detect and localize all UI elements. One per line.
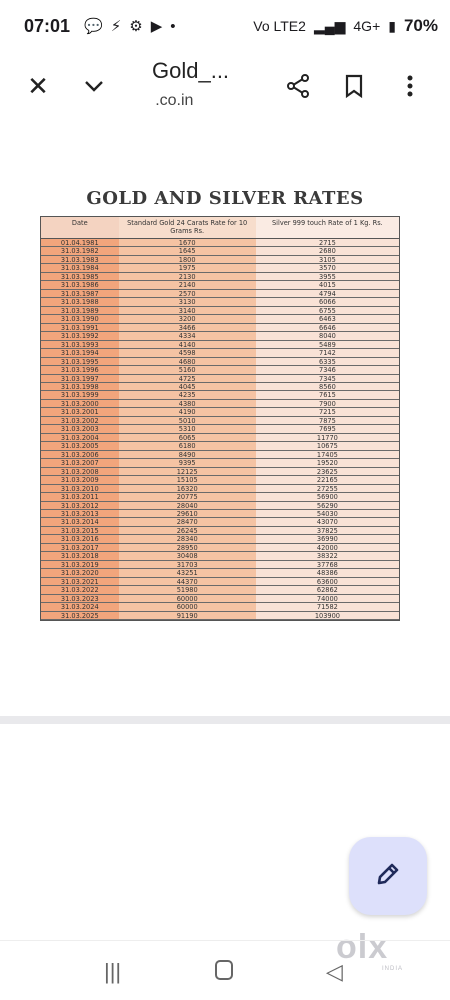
settings-icon: ⚙ [129,18,143,35]
silver-rate-cell: 7615 [256,391,399,398]
silver-rate-cell: 19520 [256,459,399,466]
date-cell: 31.03.1983 [41,256,119,263]
gold-rate-cell: 1975 [119,264,256,271]
recent-apps-icon[interactable]: ||| [104,959,122,984]
table-row [41,569,399,577]
table-row [41,332,399,340]
date-cell: 31.03.1998 [41,383,119,390]
table-row [41,298,399,306]
table-row [41,476,399,484]
date-cell: 31.03.2001 [41,408,119,415]
table-row [41,510,399,518]
silver-rate-cell: 27255 [256,485,399,492]
table-body [41,239,399,620]
page-url: .co.in [152,92,194,109]
signal-icon: ▂▄▆ [313,17,346,34]
gold-rate-cell: 4680 [119,358,256,365]
watermark-sub: INDIA [382,966,404,972]
gold-rate-cell: 28040 [119,502,256,509]
silver-rate-cell: 2680 [256,247,399,254]
table-header [41,217,399,239]
system-icons [253,16,438,36]
date-cell: 31.03.2011 [41,493,119,500]
silver-rate-cell: 6335 [256,358,399,365]
header-date: Date [41,217,119,238]
gold-rate-cell: 4235 [119,391,256,398]
table-row [41,307,399,315]
gold-rate-cell: 4334 [119,332,256,339]
date-cell: 31.03.1992 [41,332,119,339]
silver-rate-cell: 6066 [256,298,399,305]
date-cell: 31.03.1995 [41,358,119,365]
gold-rate-cell: 8490 [119,451,256,458]
silver-rate-cell: 6646 [256,324,399,331]
date-cell: 31.03.1999 [41,391,119,398]
table-row [41,493,399,501]
silver-rate-cell: 6755 [256,307,399,314]
gold-rate-cell: 2570 [119,290,256,297]
silver-rate-cell: 4794 [256,290,399,297]
table-row [41,281,399,289]
silver-rate-cell: 7875 [256,417,399,424]
bolt-icon: ⚡ [110,18,122,35]
gold-rate-cell: 28470 [119,518,256,525]
close-icon[interactable]: ✕ [27,70,49,101]
app-bar [0,52,450,120]
table-row [41,552,399,560]
date-cell: 31.03.2003 [41,425,119,432]
date-cell: 31.03.2006 [41,451,119,458]
table-row [41,247,399,255]
silver-rate-cell: 36990 [256,535,399,542]
silver-rate-cell: 23625 [256,468,399,475]
gold-rate-cell: 43251 [119,569,256,576]
gold-rate-cell: 20775 [119,493,256,500]
gold-rate-cell: 5010 [119,417,256,424]
table-row [41,400,399,408]
edit-icon [374,860,402,893]
table-row [41,408,399,416]
edit-button[interactable] [349,837,427,915]
silver-rate-cell: 3105 [256,256,399,263]
gold-rate-cell: 4045 [119,383,256,390]
table-row [41,561,399,569]
header-gold: Standard Gold 24 Carats Rate for 10 Grams Rs. [119,217,256,238]
table-row [41,603,399,611]
silver-rate-cell: 7142 [256,349,399,356]
date-cell: 31.03.2013 [41,510,119,517]
gold-rate-cell: 1645 [119,247,256,254]
gold-rate-cell: 51980 [119,586,256,593]
silver-rate-cell: 8560 [256,383,399,390]
date-cell: 31.03.2010 [41,485,119,492]
rates-table [40,216,400,621]
date-cell: 31.03.1986 [41,281,119,288]
page-title: Gold_... [152,58,230,83]
gold-rate-cell: 31703 [119,561,256,568]
silver-rate-cell: 5489 [256,341,399,348]
gold-rate-cell: 15105 [119,476,256,483]
gold-rate-cell: 44370 [119,578,256,585]
date-cell: 31.03.2025 [41,612,119,619]
date-cell: 31.03.1996 [41,366,119,373]
date-cell: 31.03.1987 [41,290,119,297]
table-row [41,349,399,357]
date-cell: 31.03.1994 [41,349,119,356]
bookmark-icon[interactable] [334,66,374,106]
date-cell: 31.03.1990 [41,315,119,322]
battery-level: 70% [403,16,438,35]
gold-rate-cell: 60000 [119,595,256,602]
table-row [41,366,399,374]
table-row [41,459,399,467]
gold-rate-cell: 4725 [119,375,256,382]
table-row [41,434,399,442]
gold-rate-cell: 3140 [119,307,256,314]
table-row [41,451,399,459]
dot-icon: • [170,17,176,35]
gold-rate-cell: 12125 [119,468,256,475]
silver-rate-cell: 74000 [256,595,399,602]
gold-rate-cell: 2130 [119,273,256,280]
table-row [41,256,399,264]
share-icon[interactable] [278,66,318,106]
date-cell: 31.03.2020 [41,569,119,576]
date-cell: 31.03.2004 [41,434,119,441]
date-cell: 31.03.2024 [41,603,119,610]
table-row [41,527,399,535]
table-row [41,612,399,620]
gold-rate-cell: 3466 [119,324,256,331]
gold-rate-cell: 29610 [119,510,256,517]
table-row [41,595,399,603]
table-row [41,578,399,586]
table-row [41,375,399,383]
table-row [41,485,399,493]
silver-rate-cell: 63600 [256,578,399,585]
silver-rate-cell: 48386 [256,569,399,576]
gold-rate-cell: 5310 [119,425,256,432]
silver-rate-cell: 7695 [256,425,399,432]
silver-rate-cell: 54030 [256,510,399,517]
date-cell: 01.04.1981 [41,239,119,246]
silver-rate-cell: 56900 [256,493,399,500]
gold-rate-cell: 28340 [119,535,256,542]
gold-rate-cell: 60000 [119,603,256,610]
silver-rate-cell: 7215 [256,408,399,415]
chevron-down-icon[interactable] [74,66,114,106]
silver-rate-cell: 8040 [256,332,399,339]
date-cell: 31.03.2005 [41,442,119,449]
table-row [41,502,399,510]
gold-rate-cell: 1800 [119,256,256,263]
table-row [41,383,399,391]
table-row [41,535,399,543]
table-row [41,273,399,281]
watermark-logo: olx [336,928,389,966]
date-cell: 31.03.2018 [41,552,119,559]
table-row [41,544,399,552]
gold-rate-cell: 5160 [119,366,256,373]
date-cell: 31.03.2014 [41,518,119,525]
status-time: 07:01 [24,15,71,36]
table-row [41,315,399,323]
table-row [41,358,399,366]
date-cell: 31.03.1984 [41,264,119,271]
document-viewer[interactable] [0,124,450,724]
silver-rate-cell: 62862 [256,586,399,593]
silver-rate-cell: 6463 [256,315,399,322]
silver-rate-cell: 7900 [256,400,399,407]
date-cell: 31.03.2000 [41,400,119,407]
silver-rate-cell: 38322 [256,552,399,559]
document-title: GOLD AND SILVER RATES [86,188,364,209]
date-cell: 31.03.2019 [41,561,119,568]
battery-icon: ▮ [388,17,396,34]
header-silver: Silver 999 touch Rate of 1 Kg. Rs. [256,217,399,238]
date-cell: 31.03.2007 [41,459,119,466]
table-row [41,391,399,399]
back-icon[interactable]: ◁ [326,959,343,984]
network-label: Vo LTE2 [253,18,306,34]
chat-icon: 💬 [84,18,103,35]
table-row [41,417,399,425]
gold-rate-cell: 3200 [119,315,256,322]
silver-rate-cell: 3570 [256,264,399,271]
table-row [41,442,399,450]
more-vert-icon[interactable] [390,66,430,106]
date-cell: 31.03.2009 [41,476,119,483]
silver-rate-cell: 43070 [256,518,399,525]
table-row [41,264,399,272]
date-cell: 31.03.1993 [41,341,119,348]
status-bar [0,0,450,52]
date-cell: 31.03.2016 [41,535,119,542]
table-row [41,239,399,247]
gold-rate-cell: 26245 [119,527,256,534]
table-row [41,425,399,433]
silver-rate-cell: 10675 [256,442,399,449]
date-cell: 31.03.2022 [41,586,119,593]
date-cell: 31.03.2008 [41,468,119,475]
silver-rate-cell: 11770 [256,434,399,441]
date-cell: 31.03.2017 [41,544,119,551]
date-cell: 31.03.2002 [41,417,119,424]
date-cell: 31.03.2021 [41,578,119,585]
youtube-icon: ▶ [150,18,163,35]
silver-rate-cell: 22165 [256,476,399,483]
date-cell: 31.03.2012 [41,502,119,509]
silver-rate-cell: 7345 [256,375,399,382]
gold-rate-cell: 1670 [119,239,256,246]
date-cell: 31.03.2023 [41,595,119,602]
notification-icons [84,17,176,35]
silver-rate-cell: 103900 [256,612,399,619]
silver-rate-cell: 17405 [256,451,399,458]
date-cell: 31.03.1991 [41,324,119,331]
gold-rate-cell: 91190 [119,612,256,619]
table-row [41,518,399,526]
gold-rate-cell: 6065 [119,434,256,441]
table-row [41,324,399,332]
date-cell: 31.03.1997 [41,375,119,382]
silver-rate-cell: 37825 [256,527,399,534]
silver-rate-cell: 7346 [256,366,399,373]
gold-rate-cell: 9395 [119,459,256,466]
gold-rate-cell: 4190 [119,408,256,415]
gold-rate-cell: 4140 [119,341,256,348]
gold-rate-cell: 30408 [119,552,256,559]
table-row [41,341,399,349]
date-cell: 31.03.2015 [41,527,119,534]
table-row [41,586,399,594]
gold-rate-cell: 4598 [119,349,256,356]
gold-rate-cell: 28950 [119,544,256,551]
gold-rate-cell: 4380 [119,400,256,407]
home-icon[interactable] [214,959,234,987]
date-cell: 31.03.1989 [41,307,119,314]
silver-rate-cell: 2715 [256,239,399,246]
silver-rate-cell: 37768 [256,561,399,568]
table-row [41,290,399,298]
gold-rate-cell: 3130 [119,298,256,305]
signal-label: 4G+ [353,18,381,34]
gold-rate-cell: 6180 [119,442,256,449]
silver-rate-cell: 56290 [256,502,399,509]
gold-rate-cell: 2140 [119,281,256,288]
gold-rate-cell: 16320 [119,485,256,492]
silver-rate-cell: 3955 [256,273,399,280]
date-cell: 31.03.1985 [41,273,119,280]
table-row [41,468,399,476]
silver-rate-cell: 71582 [256,603,399,610]
navigation-bar [0,940,450,1000]
silver-rate-cell: 42000 [256,544,399,551]
date-cell: 31.03.1988 [41,298,119,305]
date-cell: 31.03.1982 [41,247,119,254]
silver-rate-cell: 4015 [256,281,399,288]
